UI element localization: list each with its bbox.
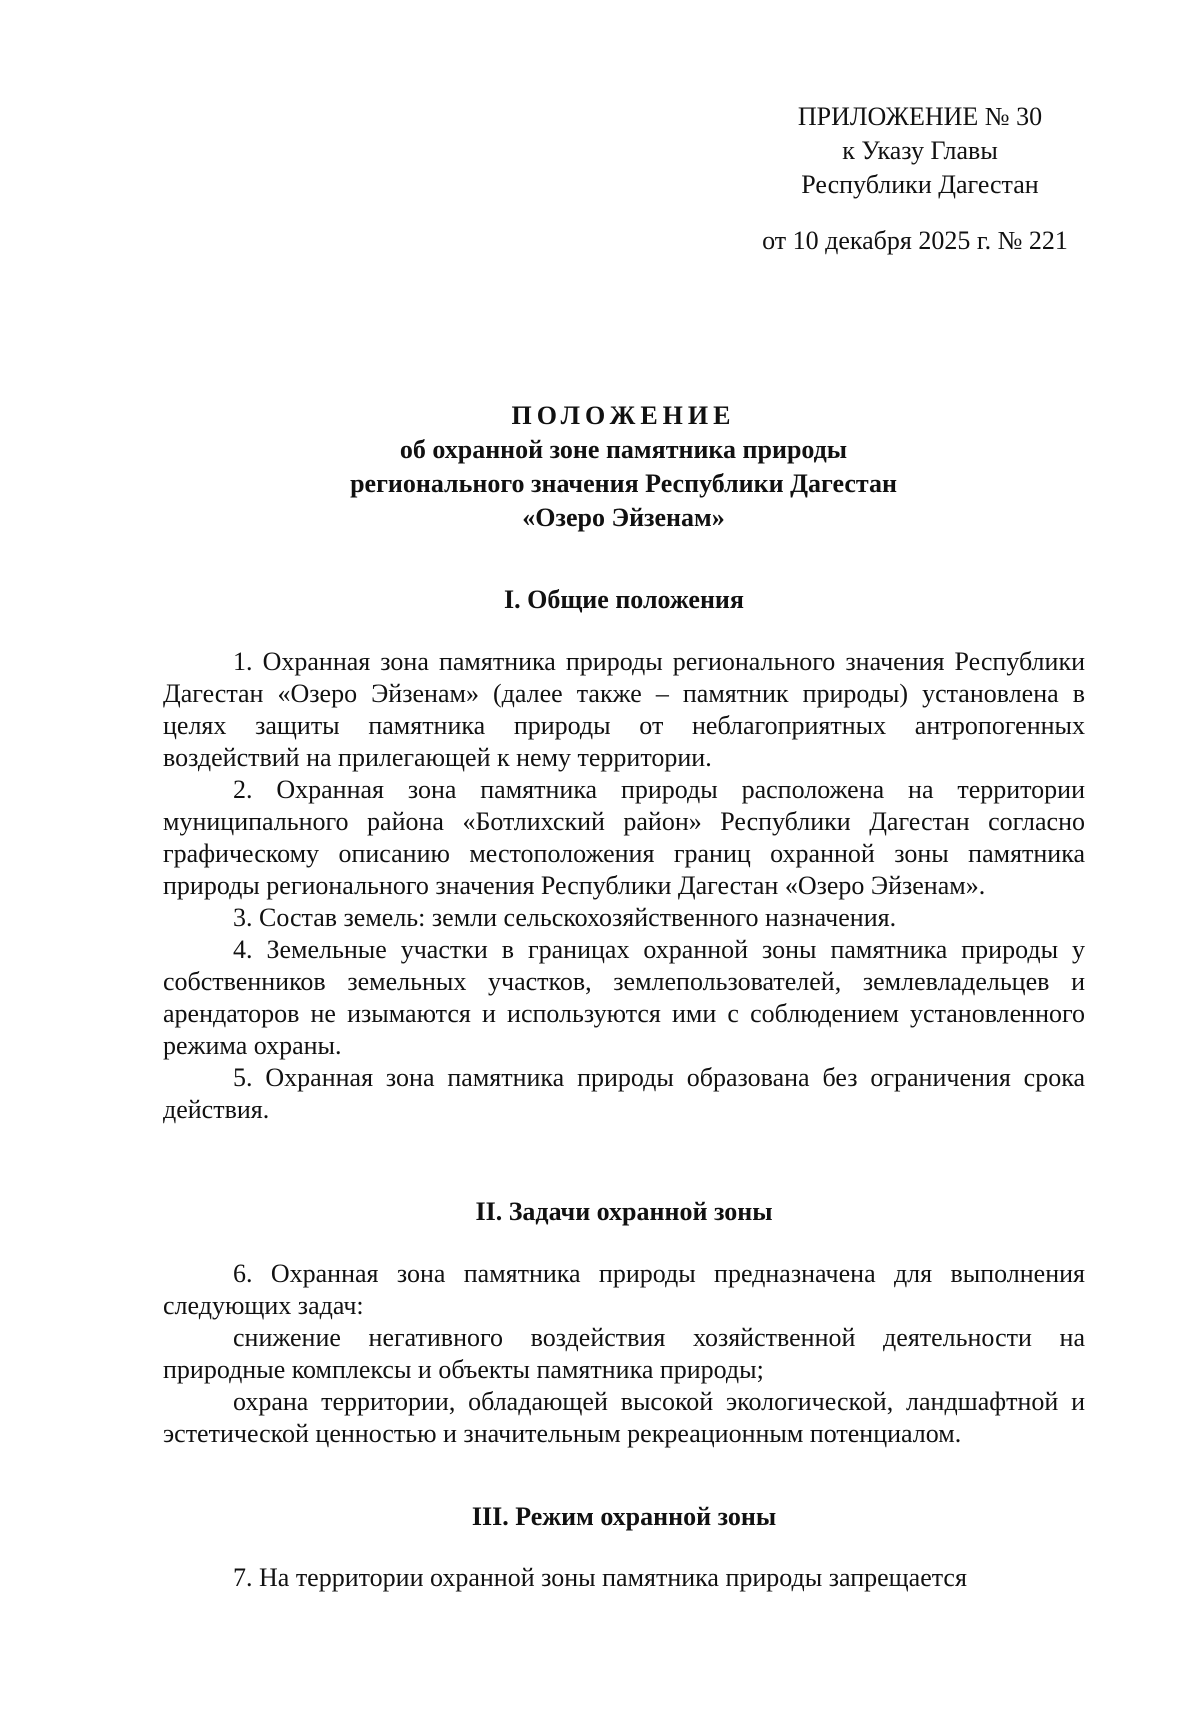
paragraph: снижение негативного воздействия хозяйственной деятельности на природные комплексы и объекты памятника природы; (163, 1323, 1085, 1384)
section-2-body (163, 1258, 1085, 1450)
section-2-heading: II. Задачи охранной зоны (475, 1197, 773, 1226)
title-main: ПОЛОЖЕНИЕ (511, 401, 736, 430)
document-title (160, 399, 1087, 535)
title-line-2: регионального значения Республики Дагестан (350, 469, 897, 498)
appendix-number: ПРИЛОЖЕНИЕ № 30 (797, 102, 1043, 131)
paragraph: охрана территории, обладающей высокой экологической, ландшафтной и эстетической ценностью и значительным рекреационным потенциалом. (163, 1387, 1085, 1448)
appendix-date: от 10 декабря 2025 г. № 221 (762, 226, 1068, 255)
paragraph: 3. Состав земель: земли сельскохозяйственного назначения. (233, 903, 897, 932)
section-1-body (163, 646, 1085, 1126)
title-line-3: «Озеро Эйзенам» (522, 503, 725, 532)
section-3-heading: III. Режим охранной зоны (471, 1502, 777, 1531)
appendix-republic: Республики Дагестан (801, 170, 1039, 199)
paragraph: 2. Охранная зона памятника природы расположена на территории муниципального района «Ботлихский район» Республики Дагестан согласно графическому описанию местоположения границ охранной зоны памятника природы регионального значения Республики Дагестан «Озеро Эйзенам». (163, 775, 1085, 900)
paragraph: 4. Земельные участки в границах охранной зоны памятника природы у собственников земельных участков, землепользователей, землевладельцев и арендаторов не изымаются и используются ими с соблюдением установленного режима охраны. (163, 935, 1085, 1060)
appendix-decree: к Указу Главы (842, 136, 998, 165)
section-3-body (163, 1562, 1085, 1594)
paragraph: 5. Охранная зона памятника природы образована без ограничения срока действия. (163, 1063, 1085, 1124)
paragraph: 7. На территории охранной зоны памятника природы запрещается (233, 1563, 967, 1592)
section-1-heading: I. Общие положения (504, 585, 744, 614)
paragraph: 1. Охранная зона памятника природы регионального значения Республики Дагестан «Озеро Эйзенам» (далее также – памятник природы) установлена в целях защиты памятника природы от неблагоприятных антропогенных воздействий на прилегающей к нему территории. (163, 647, 1085, 772)
title-line-1: об охранной зоне памятника природы (399, 435, 848, 464)
paragraph: 6. Охранная зона памятника природы предназначена для выполнения следующих задач: (163, 1259, 1085, 1320)
appendix-block (760, 100, 1080, 202)
